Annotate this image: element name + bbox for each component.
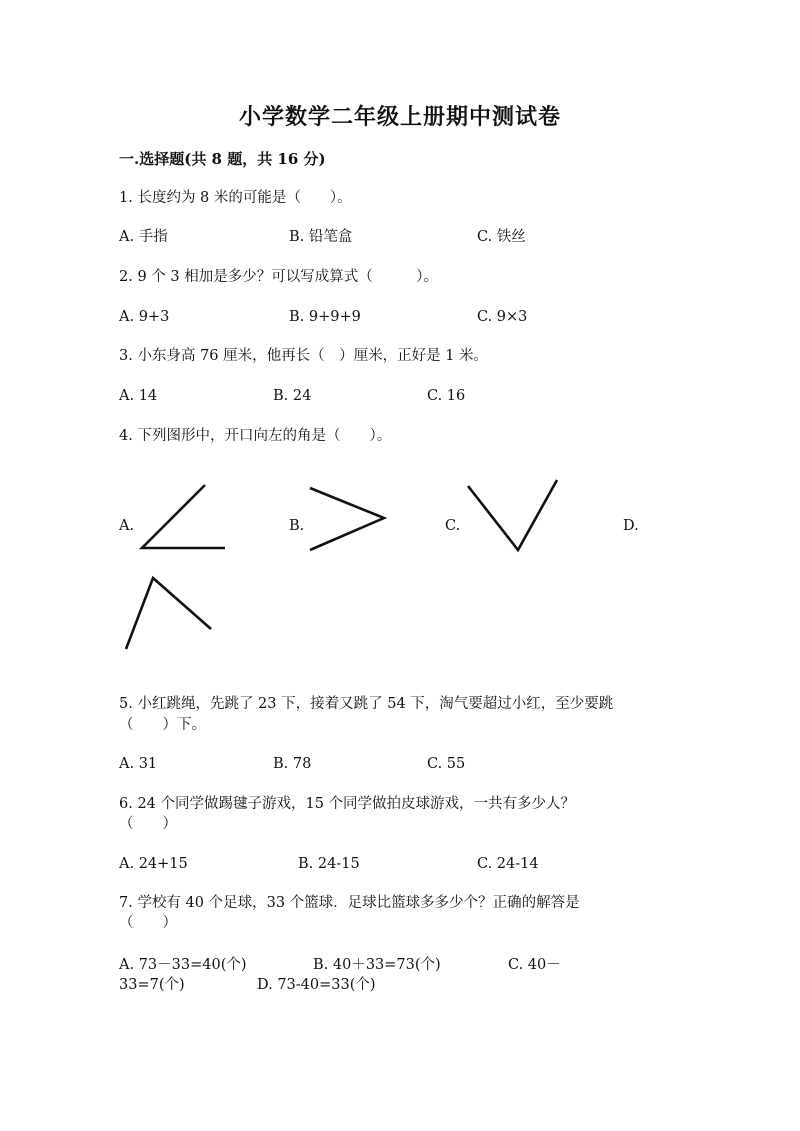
question-5-line-2: （ ）下。	[119, 717, 206, 733]
q7-option-d[interactable]: D. 73-40=33(个)	[257, 977, 376, 993]
q4-option-b[interactable]: B.	[289, 518, 305, 534]
question-6-line-1: 6. 24 个同学做踢毽子游戏，15 个同学做拍皮球游戏，一共有多少人？	[119, 796, 576, 812]
q6-option-c[interactable]: C. 24-14	[477, 856, 539, 872]
q6-option-b[interactable]: B. 24-15	[298, 856, 360, 872]
q5-option-a[interactable]: A. 31	[119, 756, 158, 772]
question-5-line-1: 5. 小红跳绳，先跳了 23 下，接着又跳了 54 下，淘气要超过小红，至少要跳	[119, 696, 614, 712]
q3-option-c[interactable]: C. 16	[427, 388, 466, 404]
q4-angle-b-figure	[302, 480, 392, 560]
q3-option-a[interactable]: A. 14	[119, 388, 158, 404]
q4-angle-d-figure	[118, 570, 218, 655]
q4-option-a[interactable]: A.	[119, 518, 135, 534]
q4-angle-c-figure	[462, 476, 562, 558]
question-4: 4. 下列图形中，开口向左的角是（ ）。	[119, 428, 392, 444]
q4-option-c[interactable]: C.	[445, 518, 461, 534]
q2-option-a[interactable]: A. 9+3	[119, 309, 170, 325]
q4-angle-a-figure	[135, 480, 235, 560]
question-3: 3. 小东身高 76 厘米，他再长（ ）厘米，正好是 1 米。	[119, 348, 489, 364]
q7-option-b[interactable]: B. 40＋33=73(个)	[313, 957, 441, 973]
question-2: 2. 9 个 3 相加是多少？可以写成算式（ ）。	[119, 269, 438, 285]
section-heading: 一.选择题(共 8 题，共 16 分)	[119, 150, 326, 168]
q6-option-a[interactable]: A. 24+15	[119, 856, 188, 872]
q4-option-d[interactable]: D.	[623, 518, 639, 534]
q2-option-c[interactable]: C. 9×3	[477, 309, 528, 325]
q2-option-b[interactable]: B. 9+9+9	[289, 309, 361, 325]
q5-option-b[interactable]: B. 78	[273, 756, 312, 772]
q1-option-b[interactable]: B. 铅笔盒	[289, 229, 353, 245]
question-6-line-2: （ ）	[119, 816, 177, 832]
page-title: 小学数学二年级上册期中测试卷	[238, 104, 561, 130]
q1-option-c[interactable]: C. 铁丝	[477, 229, 526, 245]
q7-option-c-start[interactable]: C. 40－	[508, 957, 561, 973]
question-7-line-1: 7. 学校有 40 个足球，33 个篮球．足球比篮球多多少个？正确的解答是	[119, 895, 580, 911]
question-1: 1. 长度约为 8 米的可能是（ ）。	[119, 190, 352, 206]
question-7-line-2: （ ）	[119, 915, 177, 931]
q1-option-a[interactable]: A. 手指	[119, 229, 168, 245]
q7-option-c-end[interactable]: 33=7(个)	[119, 977, 185, 993]
q5-option-c[interactable]: C. 55	[427, 756, 466, 772]
q7-option-a[interactable]: A. 73－33=40(个)	[119, 957, 247, 973]
q3-option-b[interactable]: B. 24	[273, 388, 312, 404]
